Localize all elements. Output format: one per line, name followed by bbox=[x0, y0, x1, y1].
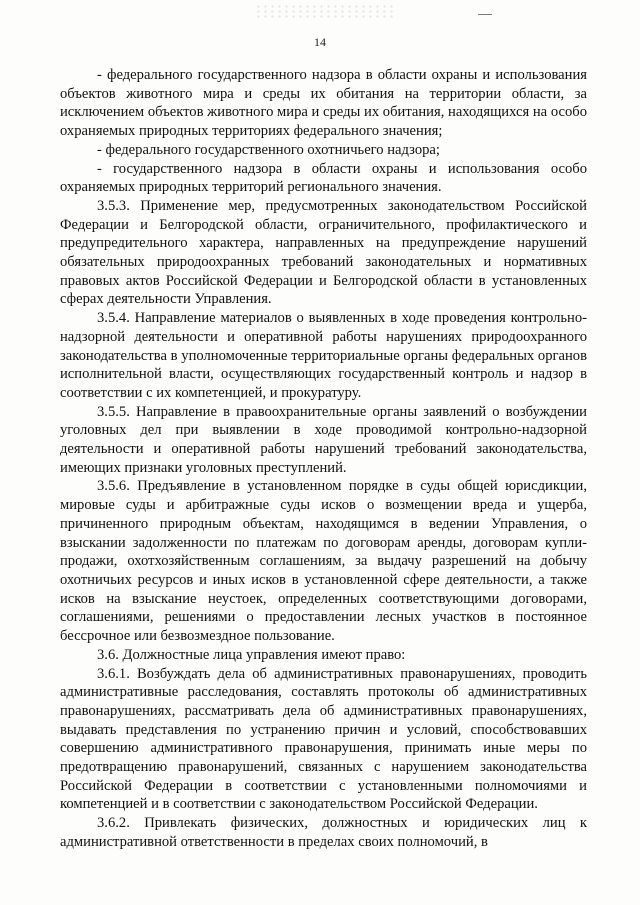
paragraph-3-5-5: 3.5.5. Направление в правоохранительные органы заявлений о возбуждении уголовных дел при выявлении в ходе проводимой контрольно-надзорной деятельности и оперативной работы нарушений требований законодательства, имеющих признаки уголовных преступлений. bbox=[60, 403, 587, 476]
scan-artifact bbox=[255, 4, 395, 18]
paragraph-3-5-6: 3.5.6. Предъявление в установленном порядке в суды общей юрисдикции, мировые суды и арбитражные суды исков о возмещении вреда и ущерба, причиненного природным объектам, находящимся в ведении Управления, о взыскании задолженности по платежам по договорам аренды, договорам купли-продажи, охотхозяйственным соглашениям, за выдачу разрешений на добычу охотничьих ресурсов и иных исков в установленной сфере деятельности, а также исков на взыскание неустоек, определенных соответствующими договорами, соглашениями, решениями о предоставлении лесных участков в постоянное бессрочное или безвозмездное пользование. bbox=[60, 478, 587, 645]
paragraph-3-6-2: 3.6.2. Привлекать физических, должностных и юридических лиц к административной ответственности в пределах своих полномочий, в bbox=[60, 815, 587, 850]
paragraph-federal-wildlife-supervision: - федерального государственного надзора в области охраны и использования объектов животного мира и среды их обитания на территории области, за исключением объектов животного мира и среды их обитания, находящихся на особо охраняемых природных территориях федерального значения; bbox=[60, 67, 587, 140]
scan-mark bbox=[478, 14, 492, 15]
paragraph-3-6-1: 3.6.1. Возбуждать дела об административных правонарушениях, проводить административные расследования, составлять протоколы об административных правонарушениях, рассматривать дела об административных правонарушениях, выдавать представления по устранению причин и условий, способствовавших совершению административного правонарушения, принимать иные меры по предотвращению правонарушений, связанных с нарушением законодательства Российской Федерации в соответствии с установленными полномочиями и компетенцией и в соответствии с законодательством Российской Федерации. bbox=[60, 665, 587, 813]
page-number: 14 bbox=[314, 35, 326, 49]
paragraph-3-6: 3.6. Должностные лица управления имеют право: bbox=[97, 646, 406, 663]
document-body bbox=[60, 66, 587, 852]
paragraph-3-5-3: 3.5.3. Применение мер, предусмотренных законодательством Российской Федерации и Белгородской области, ограничительного, профилактического и предупредительного характера, направленных на предупреждение нарушений обязательных природоохранных требований законодательных и нормативных правовых актов Российской Федерации и Белгородской области в установленных сферах деятельности Управления. bbox=[60, 197, 587, 308]
paragraph-federal-hunting-supervision: - федерального государственного охотничьего надзора; bbox=[97, 141, 440, 158]
paragraph-3-5-4: 3.5.4. Направление материалов о выявленных в ходе проведения контрольно-надзорной деятельности и оперативной работы нарушениях природоохранного законодательства в уполномоченные территориальные органы федеральных органов исполнительной власти, осуществляющих государственный контроль и надзор в соответствии с их компетенцией, и прокуратуру. bbox=[60, 310, 587, 401]
paragraph-protected-territories-supervision: - государственного надзора в области охраны и использования особо охраняемых природных территорий регионального значения. bbox=[60, 160, 587, 196]
